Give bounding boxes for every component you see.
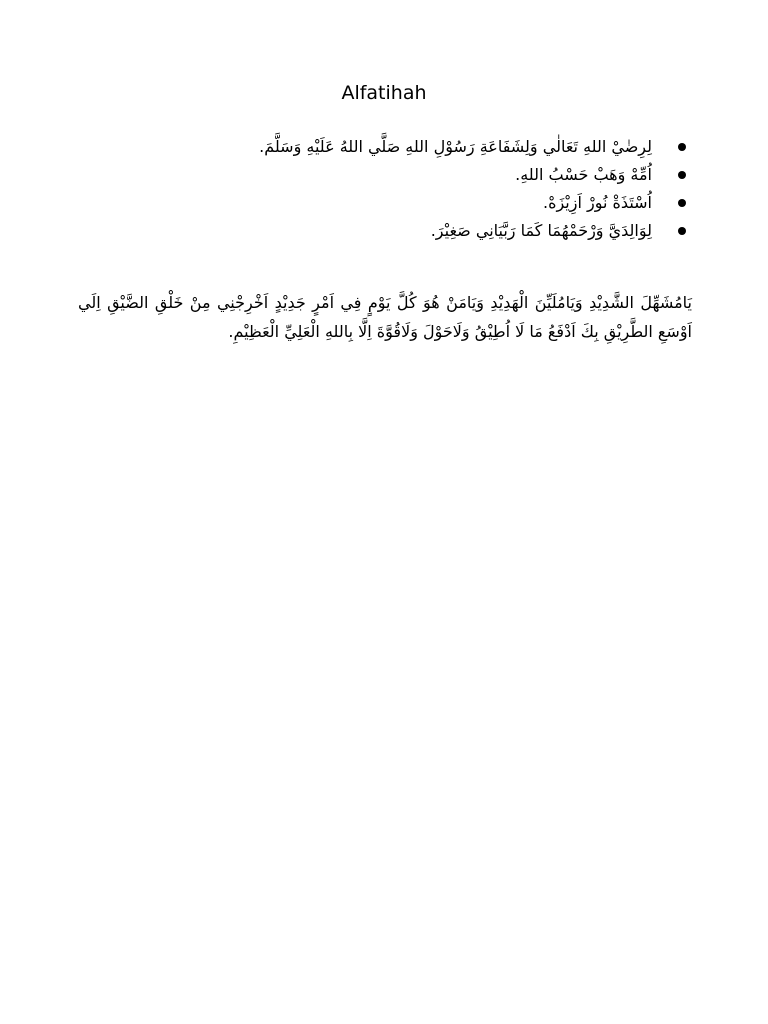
bullet-icon	[678, 227, 686, 235]
list-item-text: اُسْتَذَةْ نُورْ اَزِيْزَهْ.	[543, 193, 652, 212]
list-item	[150, 189, 690, 217]
dedication-list	[150, 133, 690, 245]
list-item	[150, 217, 690, 245]
list-item-text: لِوَالِدَيَّ وَرْحَمْهُمَا كَمَا رَبَّيَانِي صَغِيْرَ.	[430, 221, 652, 240]
bullet-icon	[678, 143, 686, 151]
list-item	[150, 133, 690, 161]
list-item-text: اُمِّهْ وَهَبْ حَسْبُ اللهِ.	[515, 165, 652, 184]
bullet-icon	[678, 199, 686, 207]
page-title: Alfatihah	[341, 82, 427, 104]
list-item-text: لِرِضٰيْ اللهِ تَعَالٰي وَلِشَفَاعَةِ رَسُوْلِ اللهِ صَلَّي اللهُ عَلَيْهِ وَسَلَّمَ.	[259, 137, 652, 156]
bullet-icon	[678, 171, 686, 179]
list-item	[150, 161, 690, 189]
prayer-paragraph: يَامُشَهِّلَ الشَّدِيْدِ وَيَامُلَيِّنَ الْهَدِيْدِ وَيَامَنْ هُوَ كُلَّ يَوْمٍ فِي اَمْرٍ جَدِيْدٍ اَخْرِجْنِي مِنْ خَلْقِ الضَّيْقِ اِلَي اَوْسَعِ الطَّرِيْقِ بِكَ اَدْفَعُ مَا لَا اُطِيْقُ وَلَاحَوْلَ وَلَاقُوَّةَ اِلَّا بِاللهِ الْعَلِيِّ الْعَظِيْمِ.	[78, 293, 692, 341]
